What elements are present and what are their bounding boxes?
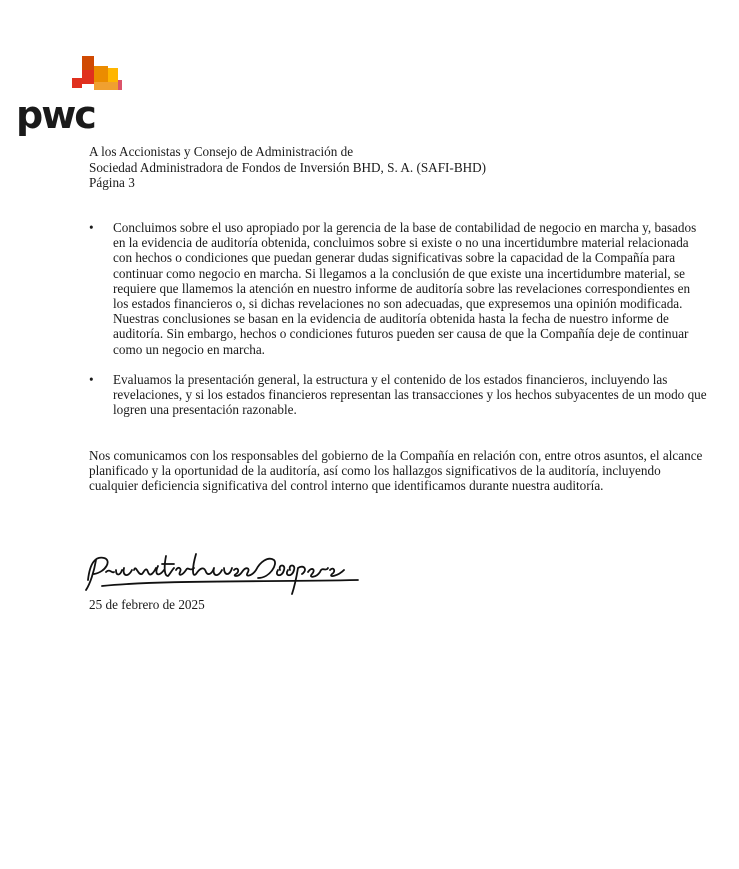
bullet-marker: •	[89, 220, 94, 235]
addressee-block	[89, 144, 486, 191]
page-number: Página 3	[89, 175, 135, 190]
bullet-text: Concluimos sobre el uso apropiado por la gerencia de la base de contabilidad de negocio en marcha y, basados en la evidencia de auditoría obtenida, concluimos sobre si existe o no una incertidumbre material relacionada con hechos o condiciones que puedan generar dudas significativas sobre la capacidad de la Compañía para continuar como negocio en marcha. Si llegamos a la conclusión de que existe una incertidumbre material, se requiere que llamemos la atención en nuestro informe de auditoría sobre las revelaciones correspondientes en los estados financieros o, si dichas revelaciones no son adecuadas, que expresemos una opinión modificada. Nuestras conclusiones se basan en la evidencia de auditoría obtenida hasta la fecha de nuestro informe de auditoría. Sin embargo, hechos o condiciones futuros pueden ser causa de que la Compañía deje de continuar como un negocio en marcha.	[113, 220, 697, 357]
pwc-logo	[16, 52, 126, 142]
addressee-line-2: Sociedad Administradora de Fondos de Inversión BHD, S. A. (SAFI-BHD)	[89, 159, 487, 175]
addressee-line-1: A los Accionistas y Consejo de Administración de	[89, 144, 354, 159]
pwc-logo-text: pwc	[16, 93, 95, 137]
closing-paragraph: Nos comunicamos con los responsables del gobierno de la Compañía en relación con, entre otros asuntos, el alcance planificado y la oportunidad de la auditoría, así como los hallazgos significativos de la auditoría, incluyendo cualquier deficiencia significativa del control interno que identificamos durante nuestra auditoría.	[89, 448, 703, 494]
handwritten-signature	[82, 550, 367, 598]
bullet-item-going-concern	[89, 220, 707, 357]
bullet-text: Evaluamos la presentación general, la estructura y el contenido de los estados financieros, incluyendo las revelaciones, y si los estados financieros representan las transacciones y los hechos subyacentes de un modo que logren una presentación razonable.	[113, 371, 707, 418]
bullet-item-presentation	[89, 372, 707, 418]
signature-date: 25 de febrero de 2025	[89, 597, 205, 612]
bullet-marker: •	[89, 371, 94, 387]
bullet-list	[89, 220, 707, 417]
